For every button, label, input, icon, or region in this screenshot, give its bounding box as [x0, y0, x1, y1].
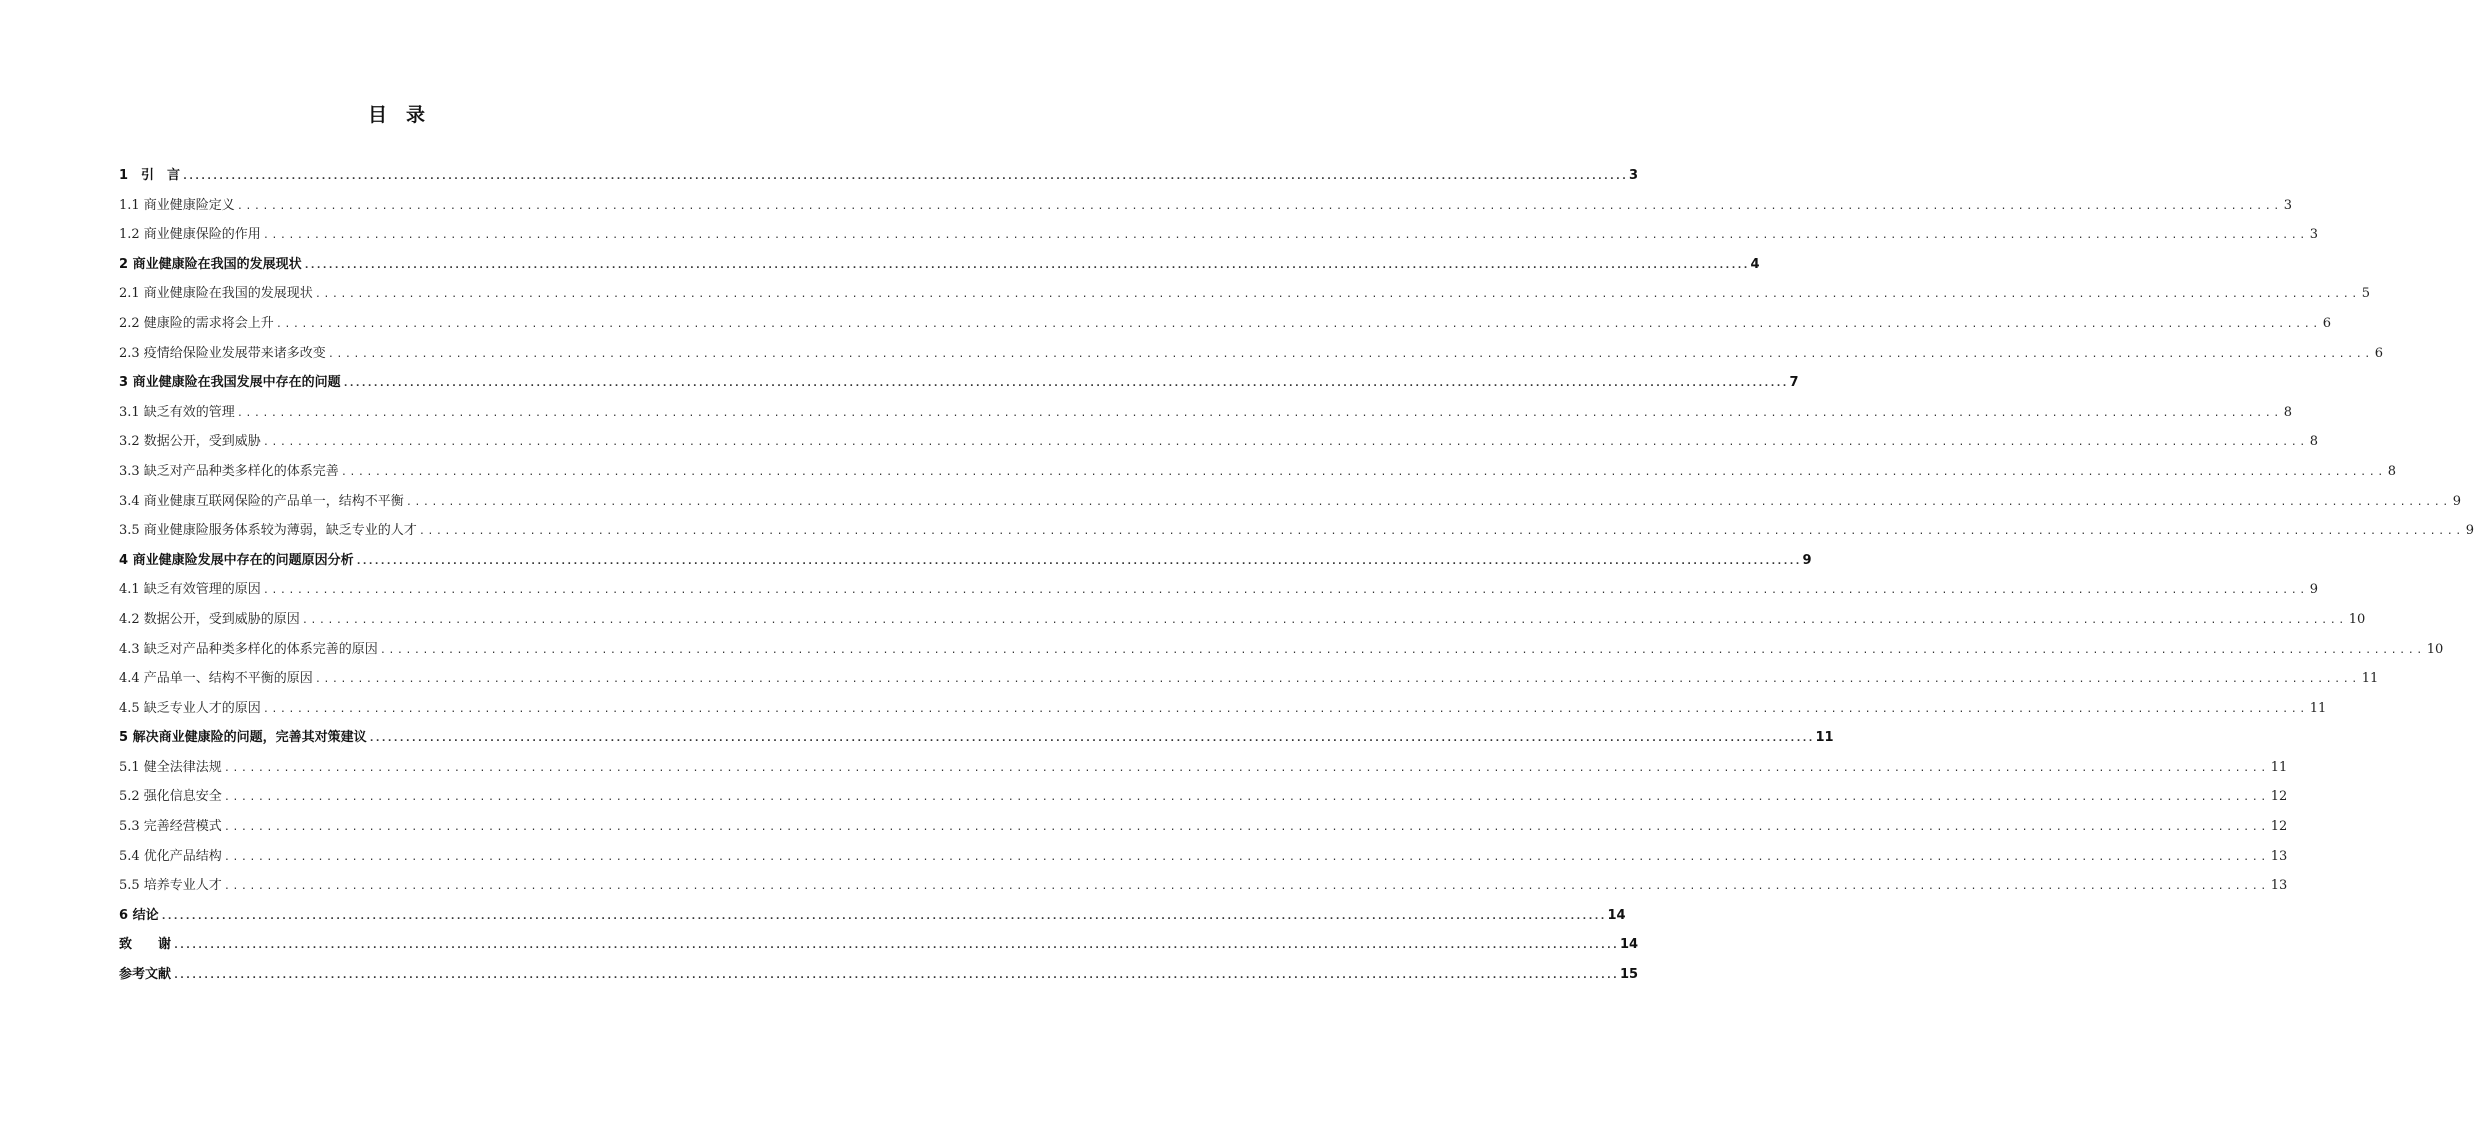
toc-entry-title: 5.2 强化信息安全 [119, 789, 222, 805]
toc-entry[interactable] [119, 339, 2384, 369]
toc-entry-page-number: 14 [1619, 937, 1639, 953]
toc-dot-leader: ................................................................................................................................................................................................................................................ [262, 437, 2308, 449]
toc-entry-title: 3.1 缺乏有效的管理 [119, 404, 235, 420]
toc-entry[interactable] [119, 812, 2288, 842]
toc-entry[interactable] [119, 694, 2327, 724]
toc-dot-leader: ................................................................................................................................................................................................................................................ [173, 940, 1618, 952]
toc-entry-page-number: 9 [2465, 523, 2474, 539]
toc-entry[interactable] [119, 753, 2288, 783]
toc-entry-page-number: 3 [2309, 227, 2319, 243]
toc-entry-page-number: 8 [2387, 463, 2397, 479]
toc-entry[interactable] [119, 250, 1760, 280]
toc-entry-page-number: 11 [2270, 759, 2288, 775]
toc-dot-leader: ................................................................................................................................................................................................................................................ [405, 496, 2451, 508]
toc-dot-leader: ................................................................................................................................................................................................................................................ [223, 792, 2269, 804]
toc-dot-leader: ................................................................................................................................................................................................................................................ [314, 289, 2360, 301]
toc-entry-title: 5.5 培养专业人才 [119, 878, 222, 894]
toc-entry-page-number: 3 [1628, 168, 1639, 183]
toc-entry-title: 2 商业健康险在我国的发展现状 [119, 256, 302, 272]
page-title: 目 录 [367, 104, 425, 126]
toc-dot-leader: ................................................................................................................................................................................................................................................ [342, 378, 1788, 390]
toc-entry[interactable] [119, 605, 2366, 635]
toc-dot-leader: ................................................................................................................................................................................................................................................ [182, 171, 1627, 182]
toc-dot-leader: ................................................................................................................................................................................................................................................ [327, 348, 2373, 360]
toc-entry[interactable] [119, 871, 2288, 901]
toc-entry-page-number: 13 [2270, 878, 2288, 894]
toc-entry-title: 5.4 优化产品结构 [119, 848, 222, 864]
toc-entry[interactable] [119, 309, 2332, 339]
toc-entry-title: 3.4 商业健康互联网保险的产品单一，结构不平衡 [119, 493, 404, 509]
toc-entry[interactable] [119, 664, 2379, 694]
toc-dot-leader: ................................................................................................................................................................................................................................................ [379, 644, 2425, 656]
toc-entry-title: 3.5 商业健康险服务体系较为薄弱，缺乏专业的人才 [119, 523, 417, 539]
toc-entry-page-number: 9 [2452, 493, 2462, 509]
toc-entry-title: 4.1 缺乏有效管理的原因 [119, 582, 261, 598]
toc-entry-page-number: 11 [1815, 730, 1834, 746]
toc-entry[interactable] [119, 901, 1626, 931]
toc-dot-leader: ................................................................................................................................................................................................................................................ [275, 318, 2321, 330]
toc-entry-title: 5.3 完善经营模式 [119, 819, 222, 835]
toc-entry-title: 1.1 商业健康险定义 [119, 197, 235, 213]
toc-entry-page-number: 4 [1750, 256, 1760, 272]
toc-dot-leader: ................................................................................................................................................................................................................................................ [262, 585, 2308, 597]
toc-entry-title: 3.3 缺乏对产品种类多样化的体系完善 [119, 463, 339, 479]
toc-dot-leader: ................................................................................................................................................................................................................................................ [262, 230, 2308, 242]
toc-entry-page-number: 10 [2426, 641, 2444, 657]
toc-dot-leader: ................................................................................................................................................................................................................................................ [368, 733, 1814, 745]
toc-entry-title: 3.2 数据公开，受到威胁 [119, 434, 261, 450]
toc-entry-page-number: 9 [2309, 582, 2319, 598]
toc-entry[interactable] [119, 427, 2319, 457]
toc-entry-page-number: 7 [1789, 375, 1799, 391]
toc-entry[interactable] [119, 842, 2288, 872]
toc-entry[interactable] [119, 575, 2319, 605]
toc-entry-title: 6 结论 [119, 907, 159, 923]
toc-entry-title: 参考文献 [119, 967, 172, 983]
toc-dot-leader: ................................................................................................................................................................................................................................................ [355, 555, 1801, 567]
toc-entry-title: 1.2 商业健康保险的作用 [119, 227, 261, 243]
toc-entry-page-number: 6 [2374, 345, 2384, 361]
toc-dot-leader: ................................................................................................................................................................................................................................................ [223, 851, 2269, 863]
toc-dot-leader: ................................................................................................................................................................................................................................................ [418, 526, 2464, 538]
toc-dot-leader: ................................................................................................................................................................................................................................................ [301, 614, 2347, 626]
toc-entry-title: 3 商业健康险在我国发展中存在的问题 [119, 375, 341, 391]
toc-entry-page-number: 12 [2270, 819, 2288, 835]
toc-entry-title: 4.2 数据公开，受到威胁的原因 [119, 611, 300, 627]
toc-entry[interactable] [119, 457, 2397, 487]
toc-dot-leader: ................................................................................................................................................................................................................................................ [173, 970, 1618, 982]
toc-dot-leader: ................................................................................................................................................................................................................................................ [303, 259, 1749, 271]
toc-entry[interactable] [119, 782, 2288, 812]
toc-entry-title: 2.1 商业健康险在我国的发展现状 [119, 286, 313, 302]
toc-entry[interactable] [119, 368, 1799, 398]
toc-dot-leader: ................................................................................................................................................................................................................................................ [223, 881, 2269, 893]
toc-entry-page-number: 10 [2348, 611, 2366, 627]
toc-entry-title: 5.1 健全法律法规 [119, 759, 222, 775]
toc-entry[interactable] [119, 279, 2371, 309]
toc-dot-leader: ................................................................................................................................................................................................................................................ [160, 910, 1606, 922]
toc-entry-title: 4.3 缺乏对产品种类多样化的体系完善的原因 [119, 641, 378, 657]
toc-dot-leader: ................................................................................................................................................................................................................................................ [223, 762, 2269, 774]
toc-entry-title: 2.2 健康险的需求将会上升 [119, 315, 274, 331]
toc-dot-leader: ................................................................................................................................................................................................................................................ [236, 200, 2282, 212]
toc-dot-leader: ................................................................................................................................................................................................................................................ [262, 703, 2308, 715]
toc-entry[interactable] [119, 546, 1812, 576]
toc-entry-page-number: 15 [1619, 967, 1639, 983]
toc-entry[interactable] [119, 191, 2293, 221]
toc-entry[interactable] [119, 516, 2474, 546]
toc-entry-title: 4.4 产品单一、结构不平衡的原因 [119, 671, 313, 687]
toc-dot-leader: ................................................................................................................................................................................................................................................ [223, 822, 2269, 834]
toc-entry[interactable] [119, 398, 2293, 428]
toc-entry-page-number: 6 [2322, 315, 2332, 331]
toc-entry-page-number: 13 [2270, 848, 2288, 864]
toc-dot-leader: ................................................................................................................................................................................................................................................ [340, 466, 2386, 478]
toc-entry[interactable] [119, 487, 2462, 517]
toc-entry-page-number: 11 [2361, 671, 2379, 687]
toc-entry-title: 5 解决商业健康险的问题，完善其对策建议 [119, 730, 367, 746]
toc-entry-title: 4.5 缺乏专业人才的原因 [119, 700, 261, 716]
toc-entry-title: 致 谢 [119, 937, 172, 953]
toc-entry[interactable] [119, 161, 1639, 191]
table-of-contents [119, 161, 2474, 990]
toc-entry-page-number: 11 [2309, 700, 2327, 716]
toc-entry-title: 2.3 疫情给保险业发展带来诸多改变 [119, 345, 326, 361]
toc-entry[interactable] [119, 635, 2444, 665]
toc-entry-page-number: 8 [2283, 404, 2293, 420]
toc-entry-page-number: 12 [2270, 789, 2288, 805]
toc-entry-page-number: 3 [2283, 197, 2293, 213]
toc-entry-page-number: 14 [1607, 907, 1626, 923]
toc-dot-leader: ................................................................................................................................................................................................................................................ [314, 674, 2360, 686]
toc-entry[interactable] [119, 220, 2319, 250]
toc-entry[interactable] [119, 930, 1639, 960]
toc-entry-page-number: 9 [1802, 552, 1812, 568]
toc-entry-title: 1 引 言 [119, 168, 181, 183]
toc-entry[interactable] [119, 723, 1834, 753]
toc-entry-page-number: 5 [2361, 286, 2371, 302]
toc-entry[interactable] [119, 960, 1639, 990]
toc-dot-leader: ................................................................................................................................................................................................................................................ [236, 407, 2282, 419]
toc-entry-title: 4 商业健康险发展中存在的问题原因分析 [119, 552, 354, 568]
toc-entry-page-number: 8 [2309, 434, 2319, 450]
